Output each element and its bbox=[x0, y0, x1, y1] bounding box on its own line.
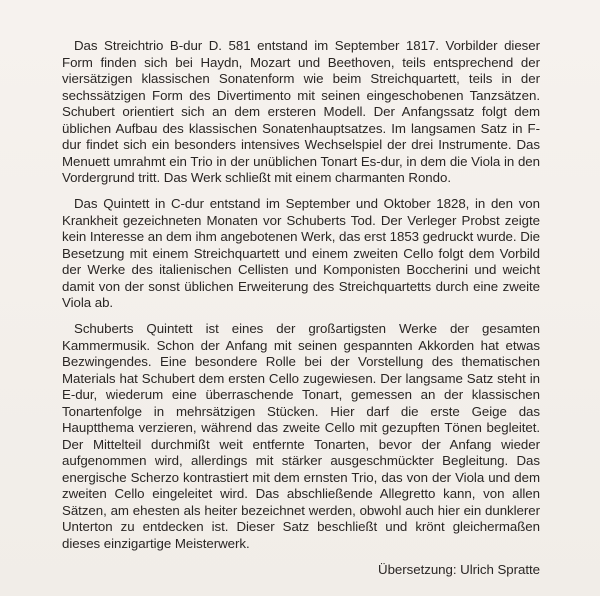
paragraph-string-trio: Das Streichtrio B-dur D. 581 entstand im September 1817. Vorbilder dieser Form finden sich bei Haydn, Mozart und Beethoven, teils entsprechend der viersätzigen klassischen Sonatenform wie beim Streichquartett, teils in der sechssätzigen Form des Divertimento mit seinen eingeschobenen Tanzsätzen. Schubert orientiert sich an dem ersteren Modell. Der Anfangssatz folgt dem üblichen Aufbau des klassischen Sonatenhauptsatzes. Im langsamen Satz in F-dur findet sich ein besonders intensives Wechselspiel der drei Instrumente. Das Menuett umrahmt ein Trio in der unüblichen Tonart Es-dur, in dem die Viola in den Vordergrund tritt. Das Werk schließt mit einem charmanten Rondo. bbox=[62, 38, 540, 185]
liner-notes-text bbox=[62, 38, 540, 578]
paragraph-quintet-origin: Das Quintett in C-dur entstand im September und Oktober 1828, in den von Krankheit gezeichneten Monaten vor Schuberts Tod. Der Verleger Probst zeigte kein Interesse an dem ihm angebotenen Werk, das erst 1853 gedruckt wurde. Die Besetzung mit einem Streichquartett und einem zweiten Cello folgt dem Vorbild der Werke des italienischen Cellisten und Komponisten Boccherini und weicht damit von der sonst üblichen Erweiterung des Streichquartetts durch eine zweite Viola ab. bbox=[62, 196, 540, 310]
paragraph-quintet-analysis: Schuberts Quintett ist eines der großartigsten Werke der gesamten Kammermusik. Schon der Anfang mit seinen gespannten Akkorden hat etwas Bezwingendes. Eine besondere Rolle bei der Vorstellung des thematischen Materials hat Schubert dem ersten Cello zugewiesen. Der langsame Satz steht in E-dur, wiederum eine überraschende Tonart, gemessen an der klassischen Tonartenfolge in mehrsätzigen Stücken. Hier darf die erste Geige das Hauptthema verzieren, während das zweite Cello mit gezupften Tönen begleitet. Der Mittelteil durchmißt weit entfernte Tonarten, bevor der Anfang wieder aufgenommen wird, allerdings mit stärker ausgeschmückter Begleitung. Das energische Scherzo kontrastiert mit dem ernsten Trio, das von der Viola und dem zweiten Cello eingeleitet wird. Das abschließende Allegretto kann, von allen Sätzen, am ehesten als heiter bezeichnet werden, obwohl auch hier ein dunklerer Unterton zu entdecken ist. Dieser Satz beschließt und krönt gleichermaßen dieses einzigartige Meisterwerk. bbox=[62, 321, 540, 551]
translation-credit: Übersetzung: Ulrich Spratte bbox=[378, 561, 540, 577]
